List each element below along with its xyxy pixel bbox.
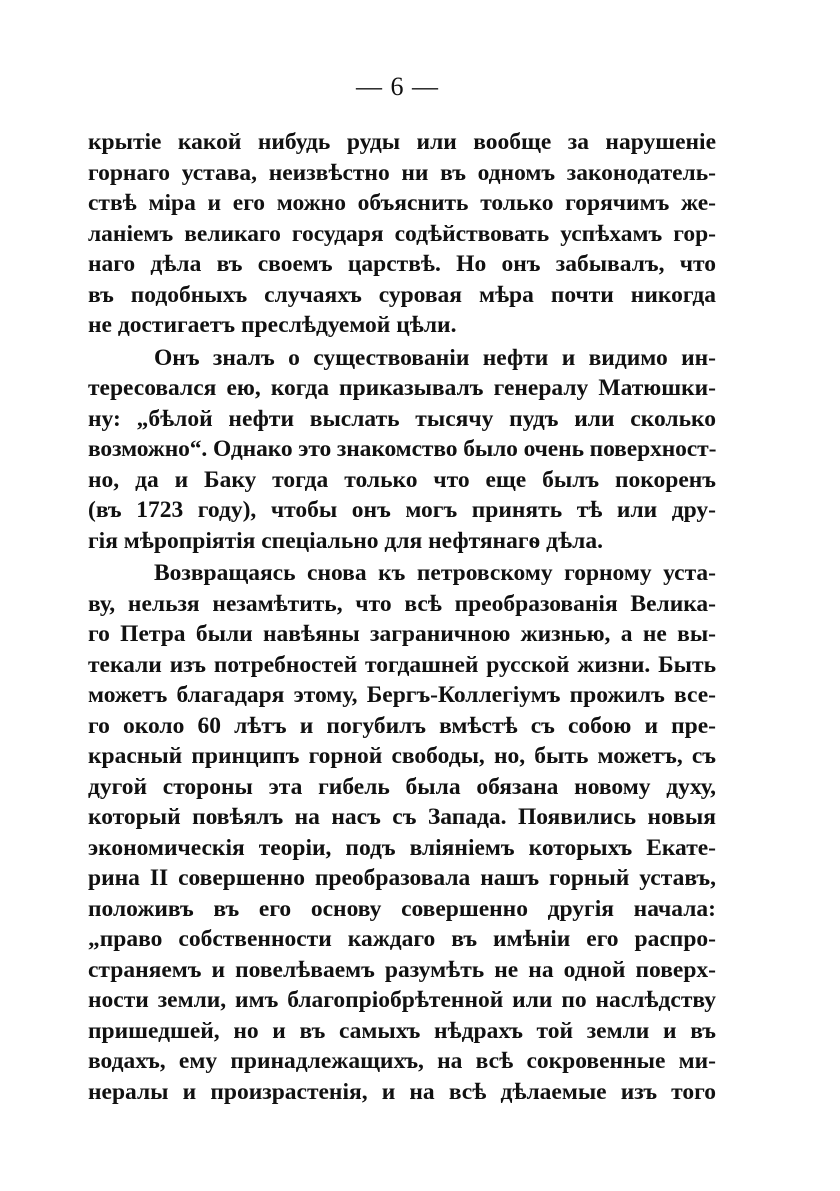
text-line: го Петра были навѣяны заграничною жизнью, а не вы- [88,621,716,647]
text-line: ланіемъ великаго государя содѣйствовать успѣхамъ гор- [88,220,716,247]
text-line: водахъ, ему принадлежащихъ, на всѣ сокровенные ми- [88,1048,716,1074]
text-line: рина II совершенно преобразовала нашъ горный уставъ, [88,865,716,891]
text-line: тересовался ею, когда приказывалъ генералу Матюшки- [88,375,716,401]
body-text [88,127,716,1107]
text-line: но, да и Баку тогда только что еще былъ покоренъ [88,466,716,493]
text-line: го около 60 лѣтъ и погубилъ вмѣстѣ съ собою и пре- [88,712,716,739]
text-line: Возвращаясь снова къ петровскому горному уста- [154,560,716,586]
text-line: ну: „бѣлой нефти выслать тысячу пудъ или сколько [88,405,716,432]
text-line: пришедшей, но и въ самыхъ нѣдрахъ той земли и въ [88,1017,716,1044]
text-line: горнаго устава, неизвѣстно ни въ одномъ законодатель- [88,159,716,186]
text-line: ствѣ міра и его можно объяснить только горячимъ же- [88,190,716,216]
text-line: можетъ благадаря этому, Бергъ-Коллегіумъ прожилъ все- [88,682,716,708]
paragraph [88,558,716,1107]
text-line: страняемъ и повелѣваемъ разумѣть не на одной поверх- [88,956,716,983]
text-line: не достигаетъ преслѣдуемой цѣли. [88,312,457,338]
text-line: Онъ зналъ о существованіи нефти и видимо ин- [154,344,716,371]
text-line: экономическія теоріи, подъ вліяніемъ которыхъ Екате- [88,834,716,861]
text-line: дугой стороны эта гибель была обязана новому духу, [88,773,716,800]
text-line: ности земли, имъ благопріобрѣтенной или по наслѣдству [88,987,716,1013]
text-line: гія мѣропріятія спеціально для нефтянагѳ дѣла. [88,527,603,554]
text-line: который повѣялъ на насъ съ Запада. Появились новыя [88,804,716,830]
text-line: ву, нельзя незамѣтить, что всѣ преобразованія Велика- [88,590,716,617]
paragraph [88,127,716,341]
text-line: возможно“. Однако это знакомство было очень поверхност- [88,436,717,462]
text-line: красный принципъ горной свободы, но, быть можетъ, съ [88,743,716,769]
text-line: нералы и произрастенія, и на всѣ дѣлаемые изъ того [88,1078,716,1105]
page-number: — 6 — [356,72,439,101]
text-line: текали изъ потребностей тогдашней русской жизни. Быть [88,651,716,678]
text-line: въ подобныхъ случаяхъ суровая мѣра почти никогда [88,281,716,308]
text-line: (въ 1723 году), чтобы онъ могъ принять тѣ или дру- [88,497,716,523]
text-line: наго дѣла въ своемъ царствѣ. Но онъ забывалъ, что [88,251,716,277]
paragraph [88,343,716,557]
text-line: положивъ въ его основу совершенно другія начала: [88,895,716,922]
text-line: „право собственности каждаго въ имѣніи его распро- [88,926,716,952]
text-line: крытіе какой нибудь руды или вообще за нарушеніе [88,129,716,155]
